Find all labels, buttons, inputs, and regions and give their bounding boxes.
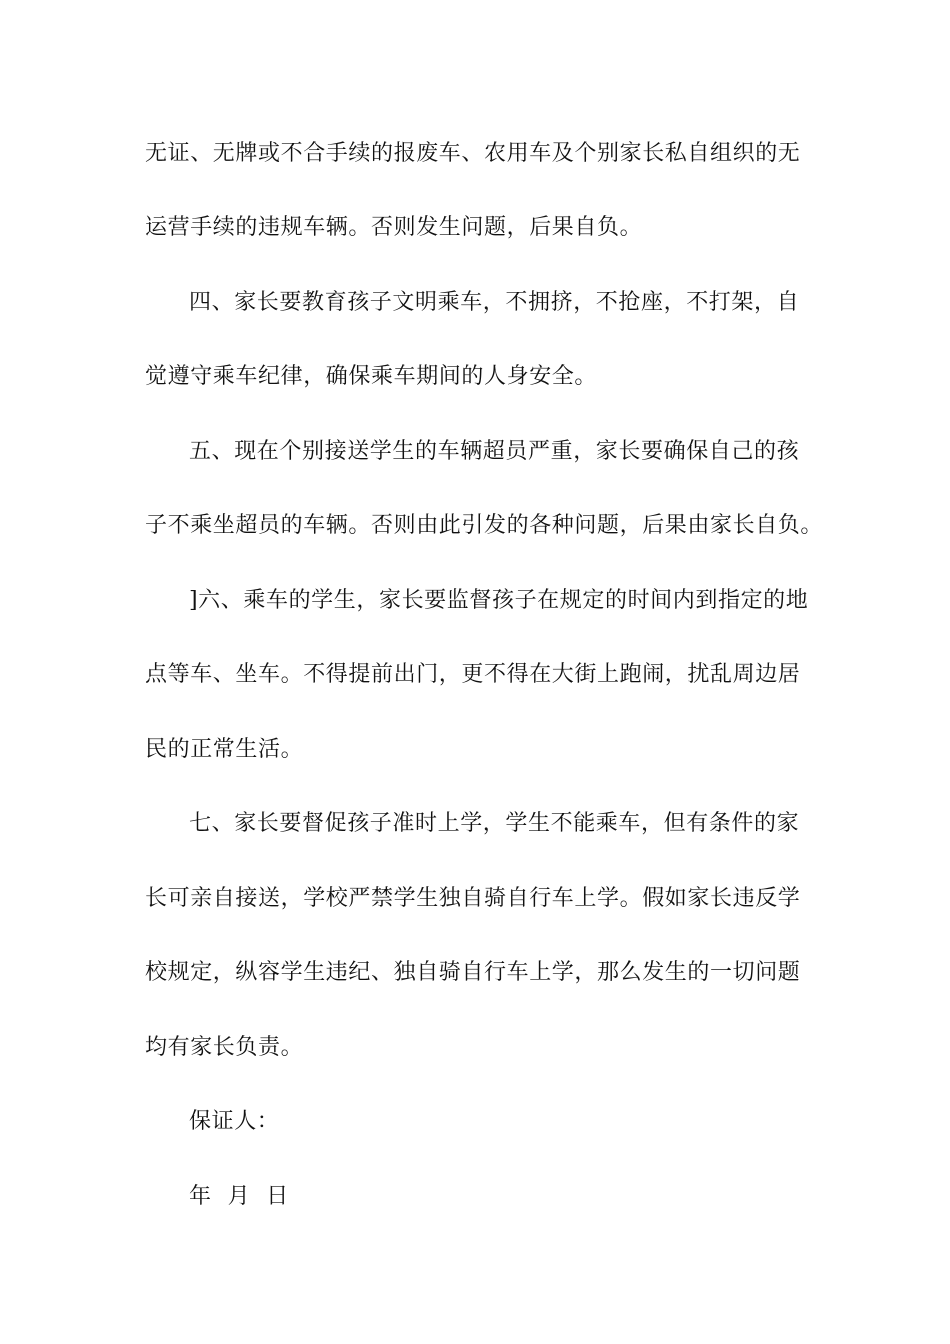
- text-line: 民的正常生活。: [145, 737, 304, 762]
- text-line: 均有家长负责。: [145, 1035, 304, 1060]
- text-line: 子不乘坐超员的车辆。否则由此引发的各种问题，后果由家长自负。: [145, 513, 824, 538]
- text-line: 校规定，纵容学生违纪、独自骑自行车上学，那么发生的一切问题: [145, 960, 801, 985]
- paragraph-4-line: 四、家长要教育孩子文明乘车，不拥挤，不抢座，不打架，自: [189, 290, 800, 315]
- paragraph-5-line: 五、现在个别接送学生的车辆超员严重，家长要确保自己的孩: [189, 439, 800, 464]
- date-day-label: 日: [266, 1184, 289, 1209]
- text-line: 觉遵守乘车纪律，确保乘车期间的人身安全。: [145, 364, 598, 389]
- text-line: 无证、无牌或不合手续的报废车、农用车及个别家长私自组织的无: [145, 141, 801, 166]
- paragraph-7-line: 七、家长要督促孩子准时上学，学生不能乘车，但有条件的家: [189, 811, 800, 836]
- text-line: 长可亲自接送，学校严禁学生独自骑自行车上学。假如家长违反学: [145, 886, 801, 911]
- date-year-label: 年: [189, 1184, 212, 1209]
- paragraph-6-line: ]六、乘车的学生，家长要监督孩子在规定的时间内到指定的地: [189, 588, 809, 613]
- signature-label: 保证人：: [189, 1109, 280, 1134]
- date-line: [189, 1180, 289, 1214]
- date-month-label: 月: [227, 1184, 251, 1209]
- text-line: 点等车、坐车。不得提前出门，更不得在大街上跑闹，扰乱周边居: [145, 662, 801, 687]
- text-line: 运营手续的违规车辆。否则发生问题，后果自负。: [145, 215, 643, 240]
